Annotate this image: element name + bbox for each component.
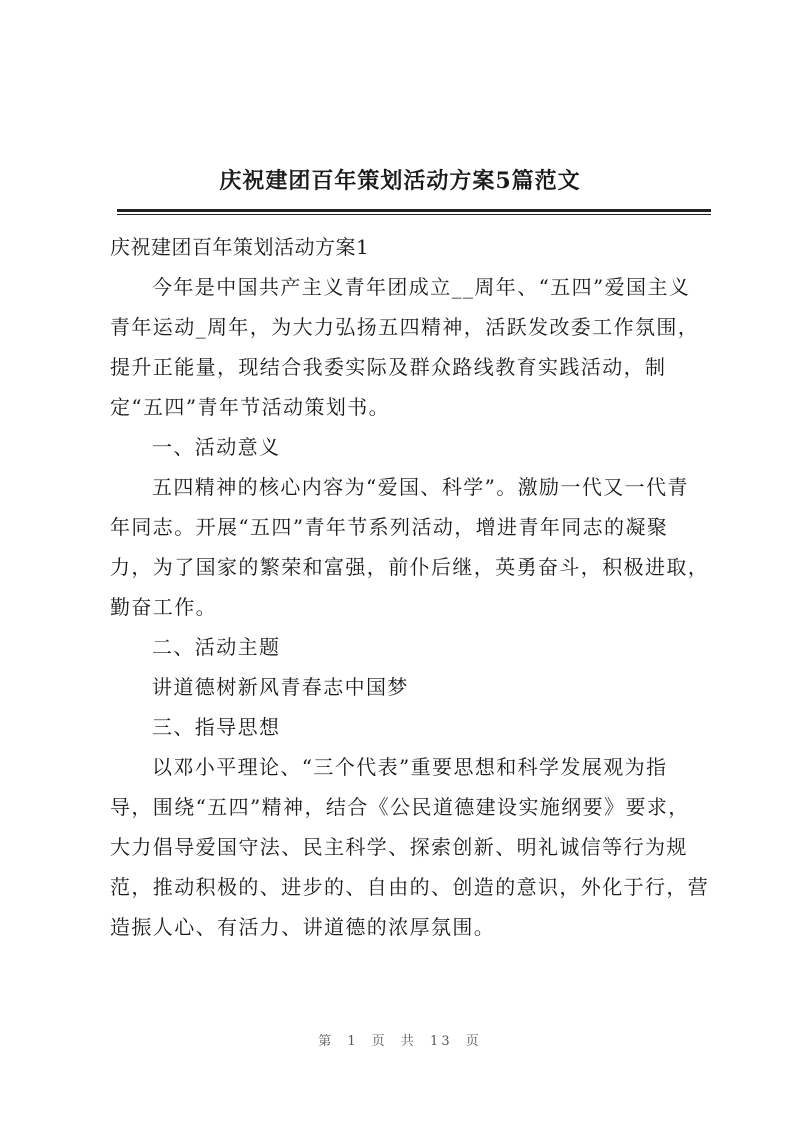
document-title: 庆祝建团百年策划活动方案5篇范文 <box>219 168 581 194</box>
section-subtitle: 庆祝建团百年策划活动方案1 <box>110 235 370 259</box>
heading-activity-theme: 二、活动主题 <box>152 635 281 659</box>
heading-activity-significance: 一、活动意义 <box>152 435 281 459</box>
paragraph-theme: 讲道德树新风青春志中国梦 <box>152 675 409 699</box>
heading-guiding-ideology: 三、指导思想 <box>152 715 281 739</box>
document-body <box>110 227 710 947</box>
title-divider-thick <box>117 209 711 212</box>
paragraph-significance: 五四精神的核心内容为“爱国、科学”。激励一代又一代青年同志。开展“五四”青年节系列活动，增进青年同志的凝聚力，为了国家的繁荣和富强，前仆后继，英勇奋斗，积极进取，勤奋工作。 <box>110 475 710 619</box>
title-divider-thin <box>117 214 711 215</box>
page-number-footer: 第 1 页 共 13 页 <box>318 1034 482 1049</box>
paragraph-intro: 今年是中国共产主义青年团成立__周年、“五四”爱国主义青年运动_周年，为大力弘扬五四精神，活跃发改委工作氛围，提升正能量，现结合我委实际及群众路线教育实践活动，制定“五四”青年节活动策划书。 <box>110 275 700 419</box>
paragraph-guiding-ideology: 以邓小平理论、“三个代表”重要思想和科学发展观为指导，围绕“五四”精神，结合《公民道德建设实施纲要》要求，大力倡导爱国守法、民主科学、探索创新、明礼诚信等行为规范，推动积极的、进步的、自由的、创造的意识，外化于行，营造振人心、有活力、讲道德的浓厚氛围。 <box>110 755 710 939</box>
